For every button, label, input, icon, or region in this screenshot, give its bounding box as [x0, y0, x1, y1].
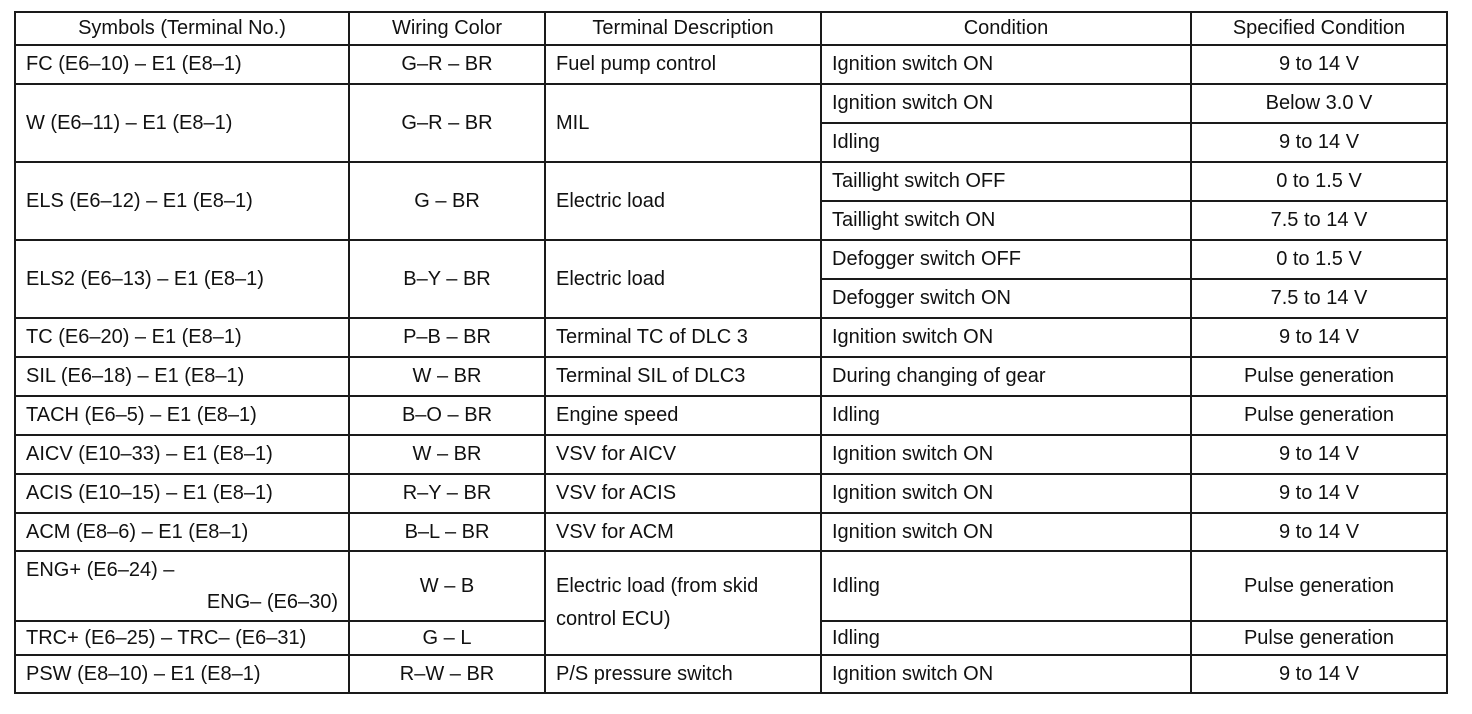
specified-condition-cell: 9 to 14 V	[1191, 655, 1447, 693]
description-cell: VSV for ACM	[545, 513, 821, 551]
condition-cell: Taillight switch ON	[821, 201, 1191, 240]
specified-condition-cell: 0 to 1.5 V	[1191, 240, 1447, 279]
condition-cell: Ignition switch ON	[821, 45, 1191, 84]
wiring-color-cell: B–L – BR	[349, 513, 545, 551]
table-row	[15, 396, 1447, 435]
wiring-color-cell: G–R – BR	[349, 84, 545, 162]
header-condition: Condition	[821, 12, 1191, 45]
condition-cell: Ignition switch ON	[821, 318, 1191, 357]
specified-condition-cell: 9 to 14 V	[1191, 435, 1447, 474]
symbol-cell: AICV (E10–33) – E1 (E8–1)	[15, 435, 349, 474]
description-cell: MIL	[545, 84, 821, 162]
symbol-cell: ACM (E8–6) – E1 (E8–1)	[15, 513, 349, 551]
description-cell: Fuel pump control	[545, 45, 821, 84]
header-terminal-description: Terminal Description	[545, 12, 821, 45]
condition-cell: During changing of gear	[821, 357, 1191, 396]
wiring-color-cell: R–Y – BR	[349, 474, 545, 513]
specified-condition-cell: 9 to 14 V	[1191, 123, 1447, 162]
wiring-color-cell: W – BR	[349, 357, 545, 396]
condition-cell: Idling	[821, 123, 1191, 162]
wiring-color-cell: G – L	[349, 621, 545, 655]
description-cell: Electric load	[545, 240, 821, 318]
condition-cell: Idling	[821, 621, 1191, 655]
condition-cell: Ignition switch ON	[821, 513, 1191, 551]
table-row	[15, 435, 1447, 474]
terminal-specification-table	[14, 11, 1448, 694]
symbol-cell: FC (E6–10) – E1 (E8–1)	[15, 45, 349, 84]
table-row	[15, 240, 1447, 279]
symbol-cell: ELS (E6–12) – E1 (E8–1)	[15, 162, 349, 240]
table-row	[15, 513, 1447, 551]
header-symbols: Symbols (Terminal No.)	[15, 12, 349, 45]
specified-condition-cell: 0 to 1.5 V	[1191, 162, 1447, 201]
table-row	[15, 474, 1447, 513]
wiring-color-cell: B–Y – BR	[349, 240, 545, 318]
symbol-cell: PSW (E8–10) – E1 (E8–1)	[15, 655, 349, 693]
specified-condition-cell: 7.5 to 14 V	[1191, 201, 1447, 240]
wiring-color-cell: G–R – BR	[349, 45, 545, 84]
symbol-cell: TRC+ (E6–25) – TRC– (E6–31)	[15, 621, 349, 655]
wiring-color-cell: G – BR	[349, 162, 545, 240]
description-cell: Engine speed	[545, 396, 821, 435]
condition-cell: Defogger switch OFF	[821, 240, 1191, 279]
symbol-cell	[15, 551, 349, 621]
specified-condition-cell: 9 to 14 V	[1191, 474, 1447, 513]
specified-condition-cell: Pulse generation	[1191, 396, 1447, 435]
description-cell: VSV for AICV	[545, 435, 821, 474]
wiring-color-cell: B–O – BR	[349, 396, 545, 435]
symbol-cell: TC (E6–20) – E1 (E8–1)	[15, 318, 349, 357]
description-cell: Terminal TC of DLC 3	[545, 318, 821, 357]
wiring-color-cell: P–B – BR	[349, 318, 545, 357]
wiring-color-cell: W – BR	[349, 435, 545, 474]
table-row	[15, 318, 1447, 357]
symbol-cell: SIL (E6–18) – E1 (E8–1)	[15, 357, 349, 396]
symbol-line-1: ENG+ (E6–24) –	[26, 559, 175, 581]
condition-cell: Ignition switch ON	[821, 435, 1191, 474]
specified-condition-cell: Below 3.0 V	[1191, 84, 1447, 123]
condition-cell: Idling	[821, 396, 1191, 435]
condition-cell: Idling	[821, 551, 1191, 621]
condition-cell: Defogger switch ON	[821, 279, 1191, 318]
table-row	[15, 162, 1447, 201]
symbol-cell: ELS2 (E6–13) – E1 (E8–1)	[15, 240, 349, 318]
description-cell	[545, 551, 821, 655]
description-cell: Electric load	[545, 162, 821, 240]
description-cell: VSV for ACIS	[545, 474, 821, 513]
specified-condition-cell: 7.5 to 14 V	[1191, 279, 1447, 318]
description-line-1: Electric load (from skid	[556, 575, 759, 597]
symbol-cell: W (E6–11) – E1 (E8–1)	[15, 84, 349, 162]
table-row	[15, 655, 1447, 693]
specified-condition-cell: Pulse generation	[1191, 621, 1447, 655]
wiring-color-cell: W – B	[349, 551, 545, 621]
table-row	[15, 551, 1447, 621]
specified-condition-cell: Pulse generation	[1191, 551, 1447, 621]
specified-condition-cell: Pulse generation	[1191, 357, 1447, 396]
description-cell: Terminal SIL of DLC3	[545, 357, 821, 396]
condition-cell: Ignition switch ON	[821, 474, 1191, 513]
header-specified-condition: Specified Condition	[1191, 12, 1447, 45]
description-line-2: control ECU)	[556, 608, 671, 630]
table-row	[15, 357, 1447, 396]
specified-condition-cell: 9 to 14 V	[1191, 45, 1447, 84]
table-row	[15, 84, 1447, 123]
specified-condition-cell: 9 to 14 V	[1191, 513, 1447, 551]
table-row	[15, 45, 1447, 84]
symbol-cell: ACIS (E10–15) – E1 (E8–1)	[15, 474, 349, 513]
condition-cell: Taillight switch OFF	[821, 162, 1191, 201]
symbol-line-2: ENG– (E6–30)	[206, 591, 338, 613]
condition-cell: Ignition switch ON	[821, 655, 1191, 693]
symbol-cell: TACH (E6–5) – E1 (E8–1)	[15, 396, 349, 435]
header-row	[15, 12, 1447, 45]
description-cell: P/S pressure switch	[545, 655, 821, 693]
condition-cell: Ignition switch ON	[821, 84, 1191, 123]
wiring-color-cell: R–W – BR	[349, 655, 545, 693]
specified-condition-cell: 9 to 14 V	[1191, 318, 1447, 357]
header-wiring-color: Wiring Color	[349, 12, 545, 45]
